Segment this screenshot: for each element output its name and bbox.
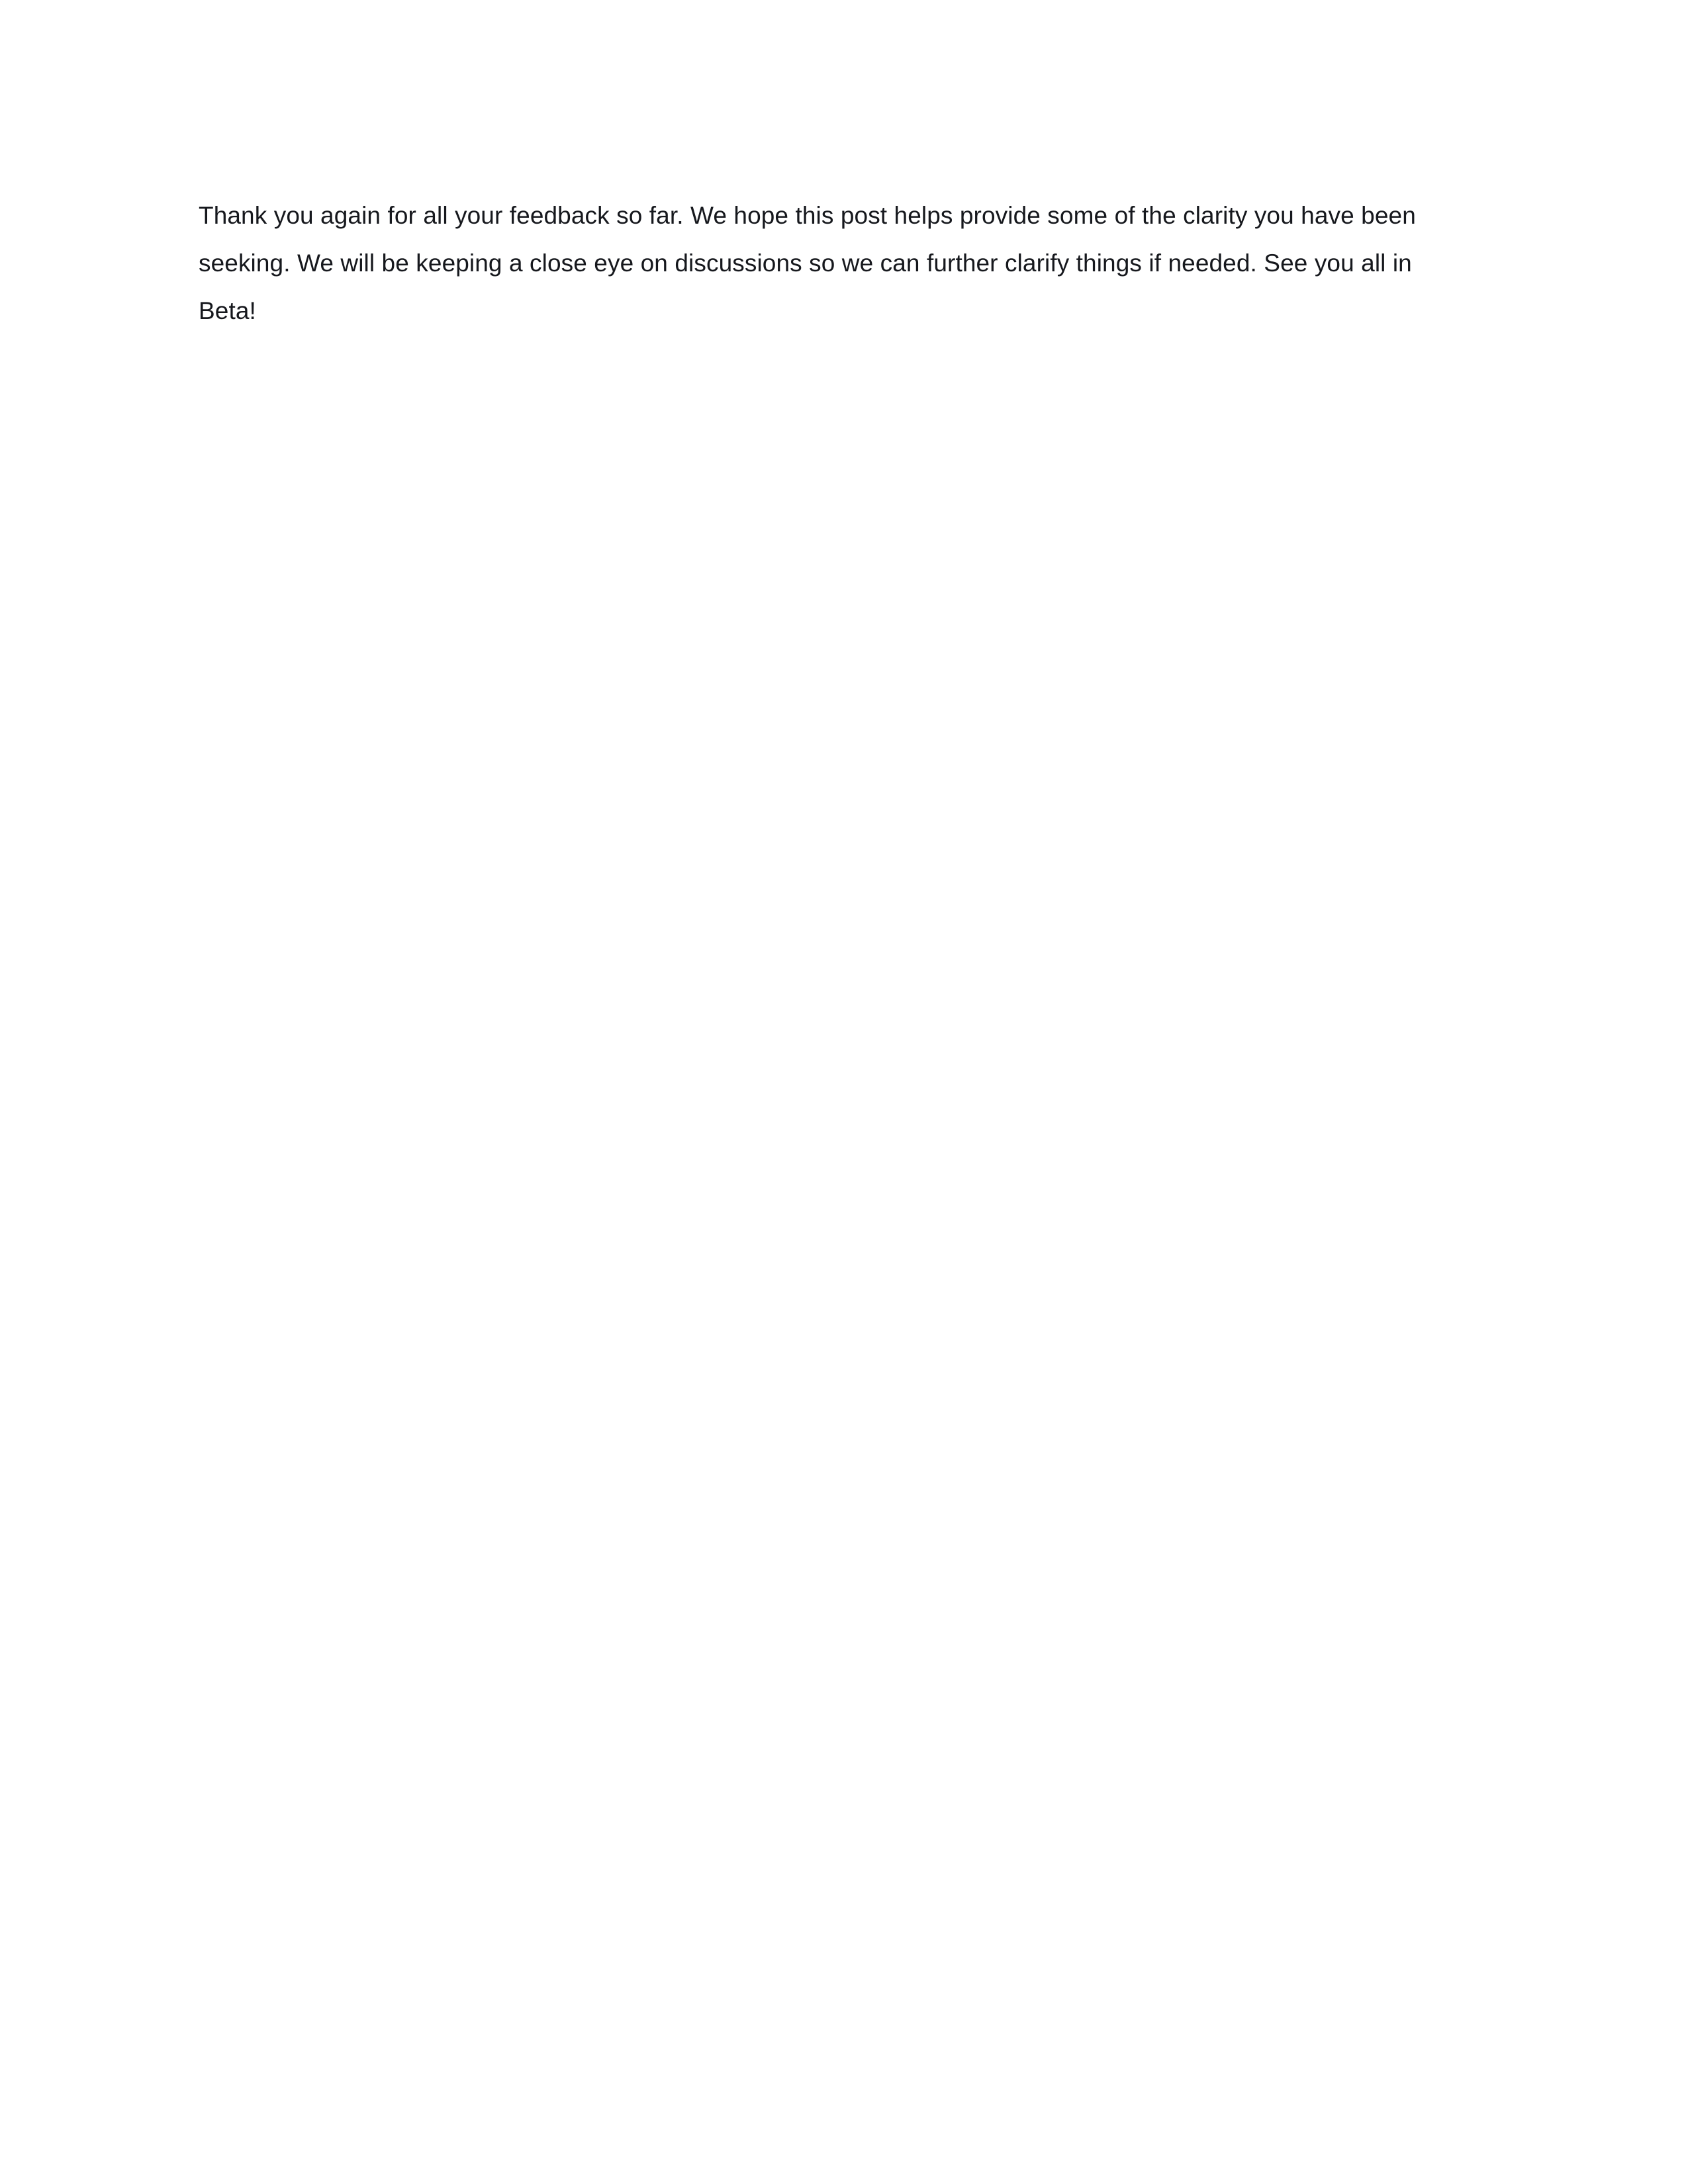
closing-paragraph: Thank you again for all your feedback so far. We hope this post helps provide some of the clarity you have been seeking. We will be keeping a close eye on discussions so we can further clarify things if needed. See you all in Beta! bbox=[199, 202, 1423, 324]
document-content bbox=[199, 192, 1450, 335]
